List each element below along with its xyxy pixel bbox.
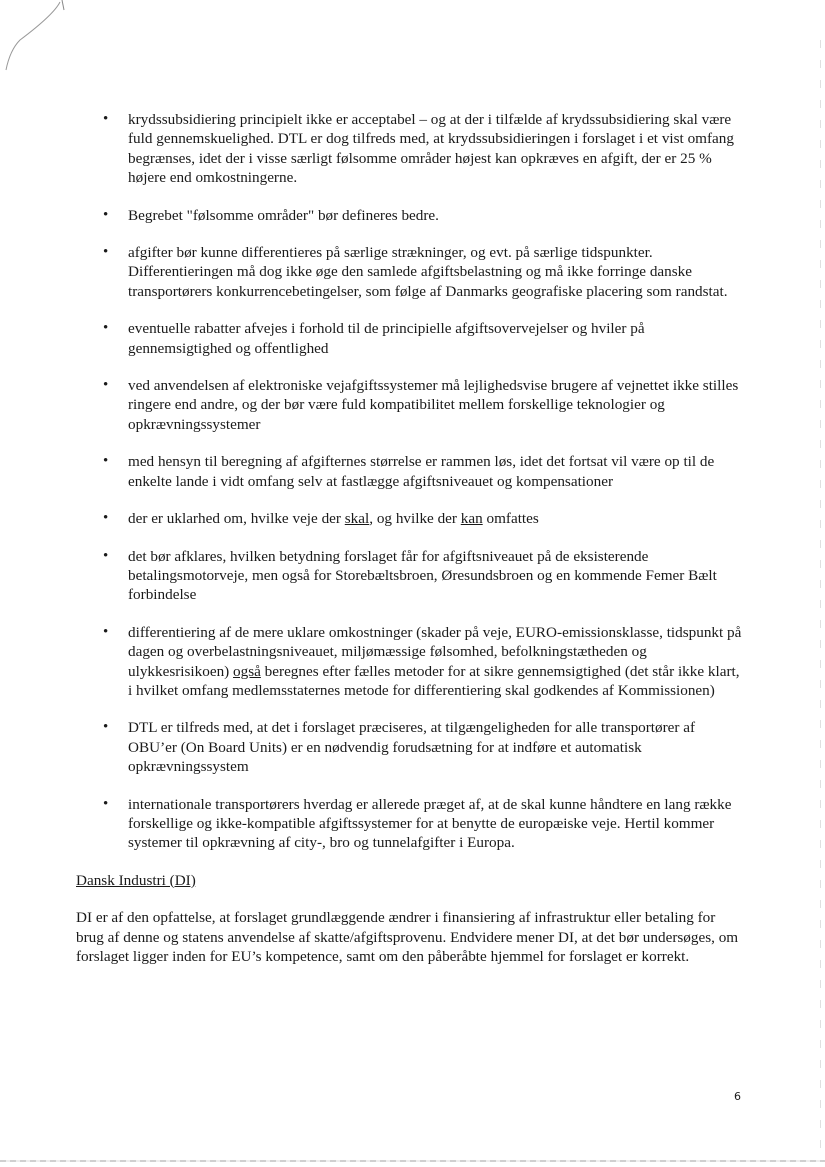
bullet-icon: • xyxy=(103,510,109,527)
underlined-word: også xyxy=(233,662,261,680)
bullet-icon: • xyxy=(103,377,109,394)
list-item: • Begrebet "følsomme områder" bør defineres bedre. xyxy=(103,206,439,224)
list-item: • der er uklarhed om, hvilke veje der skal, og hvilke der kan omfattes xyxy=(103,510,539,528)
list-item: • krydssubsidiering principielt ikke er acceptabel – og at der i tilfælde af krydssubsidiering skal være fuld gennemskuelighed. DTL er dog tilfreds med, at krydssubsidieringen i forslaget i et vist omfang begrænses, idet der i visse særligt følsomme områder højest kan opkræves en afgift, der er 25 % højere end omkostningerne. xyxy=(103,111,734,187)
page-number: 6 xyxy=(734,1090,741,1103)
bullet-icon: • xyxy=(103,453,109,470)
list-item: • med hensyn til beregning af afgifternes størrelse er rammen løs, idet det fortsat vil være op til de enkelte lande i vidt omfang selv at fastlægge afgiftsniveauet og kompensationer xyxy=(103,453,715,490)
handwritten-mark xyxy=(0,0,80,80)
underlined-word: skal xyxy=(344,510,370,528)
scan-edge-bottom xyxy=(0,1160,825,1162)
bullet-icon: • xyxy=(103,206,109,223)
bullet-list xyxy=(76,110,744,853)
list-item: • DTL er tilfreds med, at det i forslaget præciseres, at tilgængeligheden for alle transportører af OBU’er (On Board Units) er en nødvendig forudsætning for at indføre et automatisk opkrævningssystem xyxy=(103,719,696,776)
bullet-icon: • xyxy=(103,547,109,564)
section-heading: Dansk Industri (DI) xyxy=(76,871,196,889)
bullet-icon: • xyxy=(103,623,109,640)
body-paragraph: DI er af den opfattelse, at forslaget grundlæggende ændrer i finansiering af infrastruktur eller betaling for brug af denne og statens anvendelse af skatte/afgiftsprovenu. Endvidere mener DI, at det bør undersøges, om forslaget ligger inden for EU’s kompetence, samt om den påberåbte hjemmel for forslaget er korrekt. xyxy=(76,909,739,965)
scan-edge-right xyxy=(820,40,821,1160)
list-item: • afgifter bør kunne differentieres på særlige strækninger, og evt. på særlige tidspunkter. Differentieringen må dog ikke øge den samlede afgiftsbelastning og må ikke forringe danske transportørers konkurrencebetingelser, som følge af Danmarks geografiske placering som randstat. xyxy=(103,244,728,300)
bullet-icon: • xyxy=(103,320,109,337)
document-body xyxy=(76,110,744,966)
bullet-icon: • xyxy=(103,111,109,127)
bullet-icon: • xyxy=(103,719,109,736)
list-item: • eventuelle rabatter afvejes i forhold til de principielle afgiftsovervejelser og hviler på gennemsigtighed og offentlighed xyxy=(103,320,645,357)
underlined-word: kan xyxy=(460,510,483,528)
bullet-icon: • xyxy=(103,795,109,812)
list-item: • internationale transportørers hverdag er allerede præget af, at de skal kunne håndtere en lang række forskellige og ikke-kompatible afgiftssystemer for at benytte de europæiske veje. Hertil kommer systemer til opkrævning af city-, bro og tunnelafgifter i Europa. xyxy=(103,795,732,852)
bullet-icon: • xyxy=(103,244,109,261)
list-item: • ved anvendelsen af elektroniske vejafgiftssystemer må lejlighedsvise brugere af vejnettet ikke stilles ringere end andre, og der bør være fuld kompatibilitet mellem forskellige teknologier og opkrævningssystemer xyxy=(103,377,739,433)
list-item: • det bør afklares, hvilken betydning forslaget får for afgiftsniveauet på de eksisterende betalingsmotorveje, men også for Storebæltsbroen, Øresundsbroen og en kommende Femer Bælt forbindelse xyxy=(103,547,717,604)
list-item: • differentiering af de mere uklare omkostninger (skader på veje, EURO-emissionsklasse, tidspunkt på dagen og overbelastningsniveauet, miljømæssige følsomhed, befolkningstætheden og ulykkesrisikoen) også beregnes efter fælles metoder for at sikre gennemsigtighed (det står ikke klart, i hvilket omfang medlemsstaternes metode for differentiering skal godkendes af Kommissionen) xyxy=(103,623,742,699)
